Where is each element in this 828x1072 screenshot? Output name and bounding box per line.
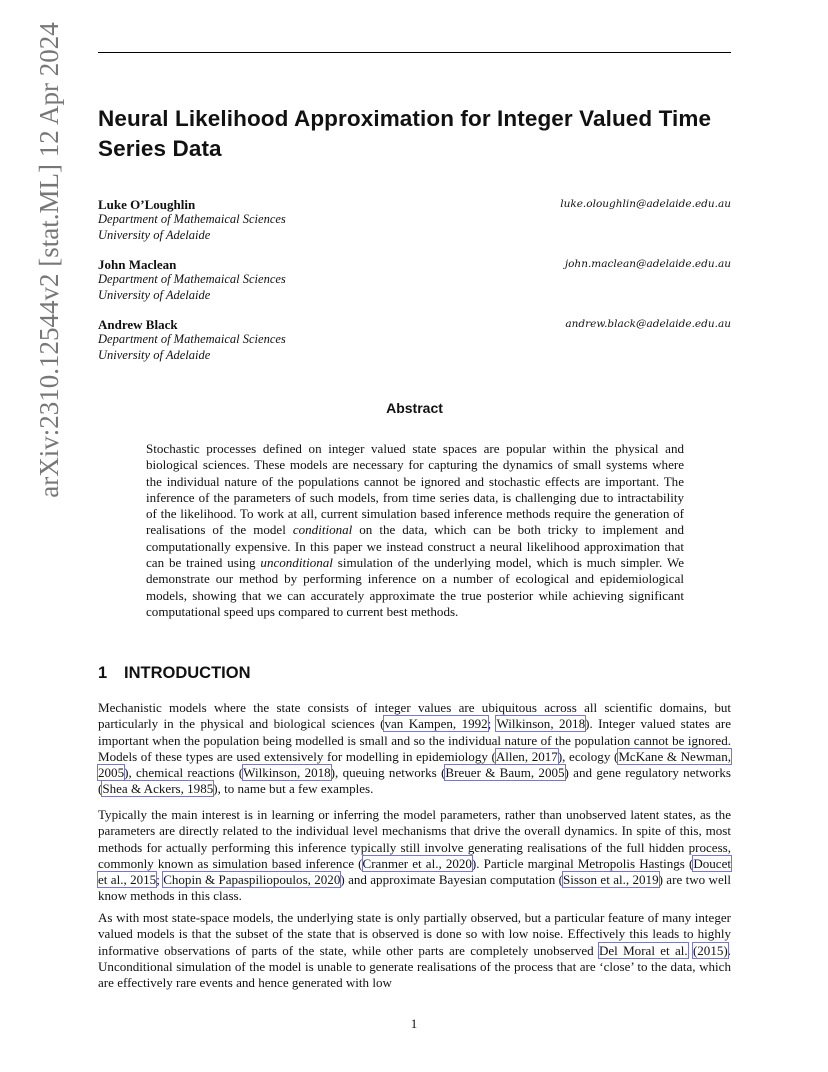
author-block-3: [98, 317, 731, 363]
body-text: ) and gene regulatory networks (: [98, 765, 732, 797]
author-university: University of Adelaide: [98, 287, 211, 302]
body-text: ), queuing networks (: [330, 765, 446, 781]
citation-link[interactable]: Cranmer et al., 2020: [362, 855, 472, 871]
arxiv-stamp-text: arXiv:2310.12544v2 [stat.ML] 12 Apr 2024: [34, 22, 64, 498]
author-email[interactable]: andrew.black@adelaide.edu.au: [565, 318, 731, 330]
author-department: Department of Mathemaical Sciences: [98, 332, 286, 347]
citation-link[interactable]: van Kampen, 1992: [384, 716, 488, 732]
author-department: Department of Mathemaical Sciences: [98, 272, 286, 287]
abstract-emphasis: unconditional: [260, 555, 333, 571]
author-university: University of Adelaide: [98, 347, 211, 362]
body-text: ;: [487, 716, 497, 732]
intro-paragraph-2: [98, 807, 731, 905]
author-department: Department of Mathemaical Sciences: [98, 212, 286, 227]
intro-paragraph-1: [98, 700, 731, 798]
body-text: Typically the main interest is in learning or inferring the model parameters, rather than unobserved latent states, as the parameters are directly related to the individual level mechanisms that drive the overall dynamics. In spite of this, most methods for actually performing this inference typically still involve generating realisations of the full hidden process, commonly known as simulation based inference (: [98, 807, 731, 871]
intro-paragraph-3: [98, 910, 731, 991]
body-text: As with most state-space models, the underlying state is only partially observed, but a particular feature of many integer valued models is that the subset of the state that is observed is done so with low noise. Effectively this leads to highly informative observations of parts of the state, while other parts are completely unobserved: [98, 910, 731, 958]
body-text: ). Integer valued states are important when the population being modelled is small and so the individual nature of the population cannot be ignored. Models of these types are used extensively for modelling in epidemiology (: [98, 716, 731, 764]
abstract-text: simulation of the underlying model, which is much simpler. We demonstrate our method by performing inference on a number of ecological and epidemiological models, showing that we can accurately approximate the true posterior while achieving significant computational speed ups compared to current best methods.: [146, 555, 685, 619]
author-name: John Maclean: [98, 257, 177, 272]
citation-link[interactable]: Del Moral et al.: [598, 942, 688, 958]
body-text: ;: [156, 872, 164, 888]
page-number: 1: [410, 1016, 418, 1031]
abstract-emphasis: conditional: [292, 522, 353, 538]
author-email[interactable]: john.maclean@adelaide.edu.au: [564, 258, 731, 270]
section-heading: [98, 664, 251, 683]
citation-link[interactable]: Allen, 2017: [495, 748, 558, 764]
citation-link[interactable]: Wilkinson, 2018: [243, 765, 331, 781]
citation-link[interactable]: Chopin & Papaspiliopoulos, 2020: [163, 872, 341, 888]
citation-link[interactable]: (2015): [692, 942, 728, 958]
author-name: Luke O’Loughlin: [98, 197, 196, 212]
abstract-body: [146, 441, 684, 620]
paper-title: Neural Likelihood Approximation for Integer Valued Time Series Data: [98, 106, 712, 161]
body-text: . Unconditional simulation of the model is unable to generate realisations of the process that are ‘close’ to the data, which are effectively rare events and hence generated with low: [98, 942, 731, 991]
abstract-text: on the data, which can be both tricky to implement and computationally expensive. In this paper we instead construct a neural likelihood approximation that can be trained using: [146, 522, 684, 571]
author-university: University of Adelaide: [98, 227, 211, 242]
body-text: ), chemical reactions (: [124, 765, 244, 781]
citation-link[interactable]: Doucet et al., 2015: [98, 855, 731, 888]
section-number: 1: [98, 664, 108, 682]
section-title: INTRODUCTION: [124, 664, 251, 682]
body-text: ) are two well know methods in this class.: [98, 872, 731, 904]
citation-link[interactable]: Shea & Ackers, 1985: [102, 781, 214, 797]
author-block-1: [98, 197, 731, 243]
author-email[interactable]: luke.oloughlin@adelaide.edu.au: [560, 198, 731, 210]
body-text: ) and approximate Bayesian computation (: [340, 872, 563, 888]
body-text: ). Particle marginal Metropolis Hastings (: [471, 855, 694, 871]
body-text: ), ecology (: [557, 748, 619, 764]
abstract-heading: Abstract: [386, 400, 443, 416]
citation-link[interactable]: Breuer & Baum, 2005: [445, 765, 565, 781]
author-name: Andrew Black: [98, 317, 178, 332]
abstract-text: Stochastic processes defined on integer valued state spaces are popular within the physical and biological sciences. These models are necessary for capturing the dynamics of small systems where the individual nature of the populations cannot be ignored and stochastic effects are important. The inference of the parameters of such models, from time series data, is challenging due to intractability of the likelihood. To work at all, current simulation based inference methods require the generation of realisations of the model: [146, 441, 684, 538]
top-rule: [98, 52, 731, 53]
author-block-2: [98, 257, 731, 303]
citation-link[interactable]: McKane & Newman, 2005: [98, 748, 731, 781]
body-text: ), to name but a few examples.: [213, 781, 374, 797]
citation-link[interactable]: Wilkinson, 2018: [496, 716, 586, 732]
citation-link[interactable]: Sisson et al., 2019: [562, 872, 659, 888]
body-text: Mechanistic models where the state consists of integer values are ubiquitous across all scientific domains, but particularly in the physical and biological sciences (: [98, 700, 731, 732]
